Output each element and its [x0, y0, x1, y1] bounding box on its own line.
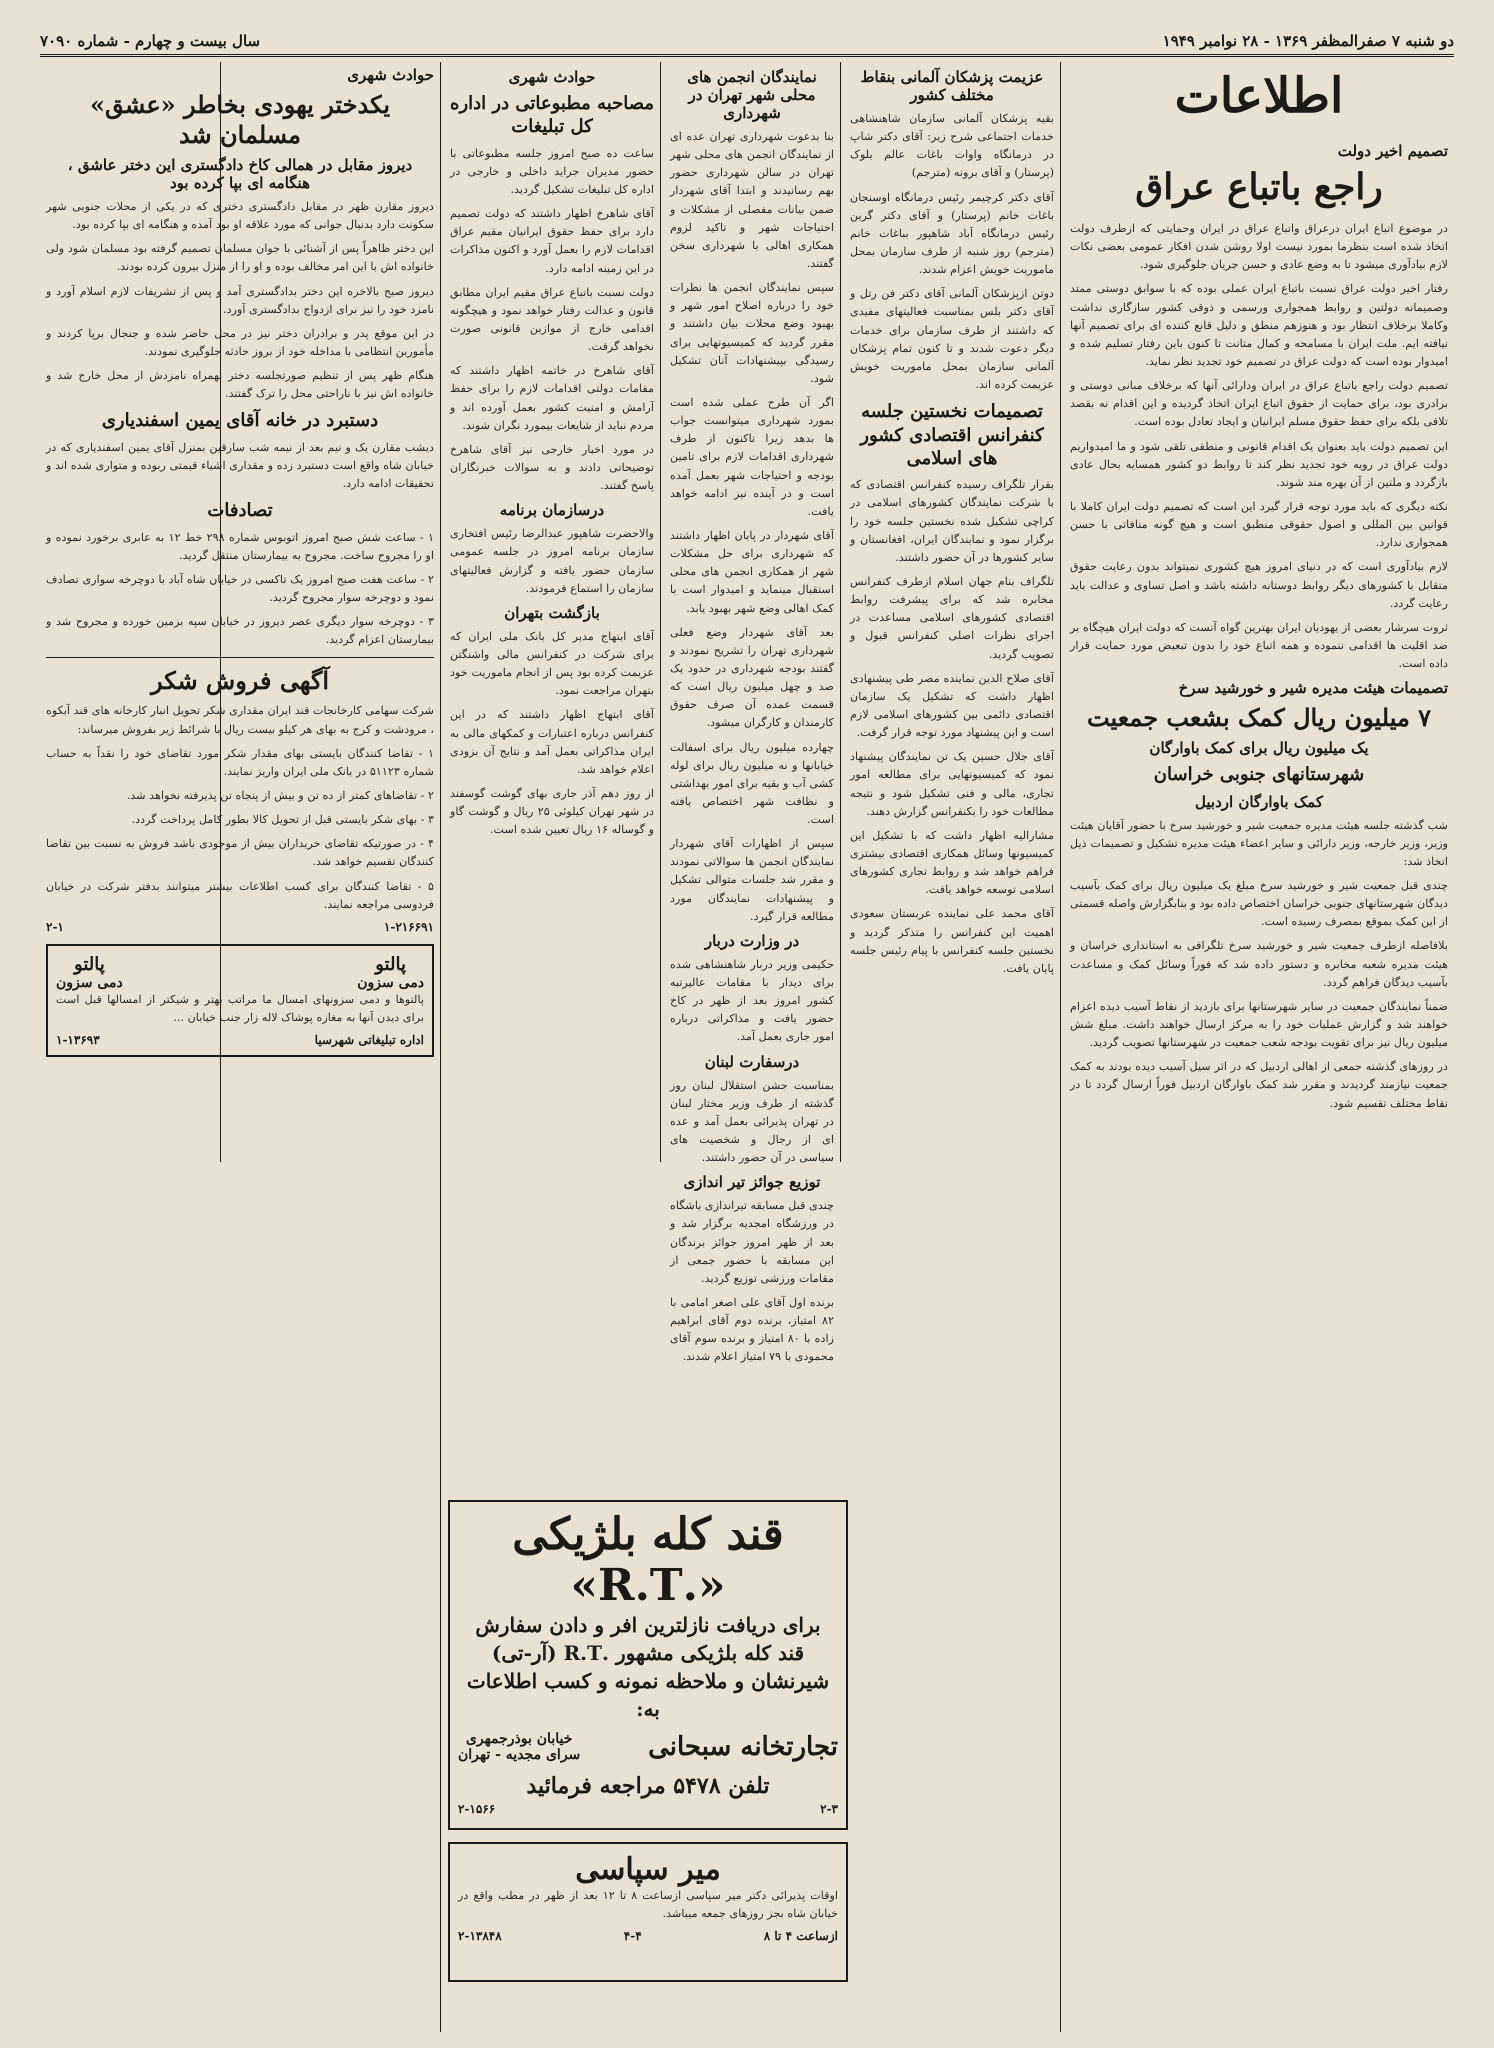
article-paragraph: آقای جلال حسین یک تن نمایندگان پیشنهاد نمود که کمیسیونهایی برای مطالعه امور تجاری، مالی و فنی تشکیل شود و نتیجه مطالعات خود را بکنفرانس گزارش دهند. — [850, 750, 1054, 818]
divider — [46, 657, 434, 658]
article-paragraph: در موضوع اتباع ایران درعراق واتباع عراق در ایران وحمایتی که ازطرف دولت اتخاذ شده است بنظرما بمورد نیست اولا روشن شدن افکار عمومی بعضی نکات لازم بیادآوری میشود تا به وضع عادی و حسن جریان جلوگیری شود. — [1070, 222, 1448, 272]
sugar-ad — [448, 1500, 848, 1830]
ad-headline: آگهی فروش شکر — [150, 666, 330, 696]
coat-ad-footer — [56, 1033, 424, 1047]
ad-address-line: سرای مجدیه - تهران — [458, 1747, 581, 1764]
column-rule — [660, 62, 661, 1162]
headline: تصادفات — [207, 500, 273, 522]
headline: ۷ میلیون ریال کمک بشعب جمعیت — [1086, 703, 1432, 733]
article-paragraph: برنده اول آقای علی اصغر امامی با ۸۲ امتیاز، برنده دوم آقای ابراهیم زاده با ۸۰ امتیاز و برنده سوم آقای محمودی با ۷۹ امتیاز اعلام شدند. — [670, 1296, 834, 1364]
main-column — [1064, 62, 1454, 2032]
article-paragraph: ساعت ده صبح امروز جلسه مطبوعاتی با حضور مدیران جراید داخلی و خارجی در اداره کل تبلیغات تشکیل گردید. — [450, 146, 654, 197]
article-paragraph: والاحضرت شاهپور عبدالرضا رئیس افتخاری سازمان برنامه امروز در جلسه عمومی سازمان حضور یافته و گزارش فعالیتهای سازمان را استماع فرمودند. — [450, 527, 654, 595]
headline: نمایندگان انجمن های محلی شهر تهران در شهرداری — [687, 68, 817, 122]
date-line: دو شنبه ۷ صفرالمظفر ۱۳۶۹ - ۲۸ نوامبر ۱۹۴۹ — [1162, 32, 1454, 50]
ad-paragraph: شرکت سهامی کارخانجات قند ایران مقداری شکر تحویل انبار کارخانه های قند آبکوه ، مرودشت و کرج به بهای هر کیلو بیست ریال با شرائط زیر بفروش میرساند: — [46, 704, 434, 736]
headline: یکدختر یهودی بخاطر «عشق» مسلمان شد — [89, 90, 391, 149]
article-paragraph: آقای محمد علی نماینده عربستان سعودی اهمیت این کنفرانس را متذکر گردید و نخستین جلسه کنفرانس با پیام رئیس جلسه پایان یافت. — [850, 907, 1054, 975]
headline: توزیع جوائز تیر اندازی — [683, 1173, 821, 1192]
column-rule — [1060, 62, 1061, 2032]
coat-label: پالتو — [375, 953, 406, 975]
article-paragraph: نکته دیگری که باید مورد توجه قرار گیرد این است که تصمیم دولت ایران کاملا با قوانین بین المللی و اصول حقوقی منطبق است و هیچ گونه منافاتی با حسن همجواری ندارد. — [1070, 499, 1448, 550]
coat-ad-label — [56, 954, 123, 991]
kicker: تصمیم اخیر دولت — [1337, 142, 1448, 160]
article-paragraph: آقای صلاح الدین نماینده مصر طی پیشنهادی اظهار داشت که تشکیل یک سازمان اقتصادی دائمی بین کشورهای اسلامی لازم است و این پیشنهاد مورد توجه قرار گرفت. — [850, 671, 1054, 740]
article-paragraph: آقای ابتهاج مدیر کل بانک ملی ایران که برای شرکت در کنفرانس مالی واشنگتن عزیمت کرده بود پس از انجام ماموریت خود بتهران مراجعت نمود. — [450, 629, 654, 698]
article-paragraph: ۲ - ساعت هفت صبح امروز یک تاکسی در خیابان شاه آباد با دوچرخه سواری تصادف نمود و دوچرخه سوار مجروح گردید. — [46, 572, 434, 605]
issue-line: سال بیست و چهارم - شماره ۷۰۹۰ — [40, 32, 261, 50]
column-rule — [840, 62, 841, 1162]
ad-line: برای دریافت نازلترین افر و دادن سفارش — [475, 1613, 821, 1638]
ad-company: تجارتخانه سبحانی — [648, 1732, 838, 1763]
headline: درسازمان برنامه — [499, 501, 605, 520]
headline: دستبرد در خانه آقای یمین اسفندیاری — [101, 410, 379, 432]
ad-address-line: خیابان بوذرجمهری — [465, 1731, 573, 1748]
coat-sublabel: دمی سزون — [357, 974, 424, 991]
article-paragraph: بقیه پزشکان آلمانی سازمان شاهنشاهی خدمات اجتماعی شرح زیر: آقای دکتر شاپ در درمانگاه واوات باغات عالم بلوک (پرستار) و آقای برونه (مترجم) — [850, 112, 1054, 180]
article-paragraph: مشارالیه اظهار داشت که با تشکیل این کمیسیونها وسائل همکاری اقتصادی بیشتری فراهم خواهد شد و روابط تجاری کشورهای اسلامی توسعه خواهد یافت. — [850, 828, 1054, 897]
article-paragraph: بنا بدعوت شهرداری تهران عده ای از نمایندگان انجمن های محلی شهر تهران در سالن شهرداری حضور بهم رسانیدند و ابتدا آقای شهردار ضمن بیانات مفصلی از مشکلات و احتیاجات شهر و تاکید لزوم همکاری اهالی با شهرداری سخن گفتند. — [670, 130, 834, 270]
ad-paragraph: ۵ - تقاضا کنندگان برای کسب اطلاعات بیشتر میتوانند بدفتر شرکت در خیابان فردوسی مراجعه نمایند. — [46, 879, 434, 911]
article-paragraph: بلافاصله ازطرف جمعیت شیر و خورشید سرخ تلگرافی به استانداری خراسان و هیئت مدیره شعبه مخابره و دستور داده شد که فوراً وسائل کمک و مساعدت بآسیب دیدگان فراهم گردد. — [1070, 939, 1448, 989]
article-paragraph: تلگراف بنام جهان اسلام ازطرف کنفرانس مخابره شد که برای پیشرفت روابط اقتصادی کشورهای اسلامی مساعدت در اجرای نظرات اصلی کنفرانس قبول و تصویب گردید. — [850, 574, 1054, 661]
article-paragraph: لازم بیادآوری است که در دنیای امروز هیچ کشوری نمیتواند بدون رعایت حقوق متقابل با کشورهای دیگر روابط دوستانه داشته باشد و اصل تساوی و عدالت باید رعایت گردد. — [1070, 560, 1448, 610]
headline: در وزارت دربار — [704, 931, 800, 950]
kicker: تصمیمات هیئت مدیره شیر و خورشید سرخ — [1178, 679, 1448, 698]
coat-sublabel: دمی سزون — [56, 974, 123, 991]
article-paragraph: ۳ - دوچرخه سوار دیگری عصر دیروز در خیابان سپه بزمین خورده و مجروح شد و بیمارستان اعزام گردید. — [46, 615, 434, 647]
headline: بازگشت بتهران — [504, 603, 600, 622]
article-paragraph: ثروت سرشار بعضی از یهودیان ایران بهترین گواه آنست که دولت ایران هیچگاه بر ضد اقلیت ها اقدامی ننموده و همه اتباع خود را بدون تبعیض مورد حمایت قرار داده است. — [1070, 620, 1448, 671]
clinic-code: ۴-۴ — [623, 1929, 642, 1944]
article-paragraph: از روز دهم آذر جاری بهای گوشت گوسفند در شهر تهران کیلوئی ۲۵ ریال و گوشت گاو و گوساله ۱۶ ریال تعیین شده است. — [450, 787, 654, 837]
clinic-text: اوقات پذیرائی دکتر میر سپاسی ازساعت ۸ تا ۱۲ بعد از ظهر در مطب واقع در خیابان شاه بجز روزهای جمعه میباشد. — [458, 1889, 838, 1921]
article-paragraph: دوتن ازپزشکان آلمانی آقای دکتر فن رتل و آقای دکتر بلس بمناسبت فعالیتهای مفیدی که داشتند از طرف سازمان برای خدمات دیگر دعوت شدند و تا کنون تمام پزشکان آلمانی سازمان بمحل ماموریت خویش عزیمت کرده اند. — [850, 287, 1054, 391]
coat-ad-text: پالتوها و دمی سزونهای امسال ما مراتب بهتر و شیکتر از امسالها قبل است برای دیدن آنها به مغازه پوشاک لاله زار جنب خیابان ... — [56, 992, 424, 1024]
article-paragraph: اگر آن طرح عملی شده است بمورد شهرداری میتوانست جواب ها بدهد زیرا تاکنون از طرف شهرداری اقدامات لازم برای تامین بودجه و احتیاجات شهر بعمل آمده است و در آینده نیز ادامه خواهد یافت. — [670, 395, 834, 518]
article-paragraph: چندی قبل جمعیت شیر و خورشید سرخ مبلغ یک میلیون ریال برای کمک بآسیب دیدگان شهرستانهای جنوبی خراسان اختصاص داده بود و بنابگزارش واصله قسمتی از این کمک بموقع بمصرف رسیده است. — [1070, 879, 1448, 929]
subheadline: دیروز مقابل در همالی کاخ دادگستری این دختر عاشق ، هنگامه ای بپا کرده بود — [67, 156, 413, 192]
coat-label: پالتو — [74, 953, 105, 975]
article-paragraph: ۱ - ساعت شش صبح امروز اتوبوس شماره ۲۹۸ خط ۱۲ به عابری برخورد نموده و او را مجروح ساخت. مجروح به بیمارستان منتقل گردید. — [46, 530, 434, 562]
ad-codes — [46, 920, 434, 934]
headline: درسفارت لبنان — [704, 1052, 800, 1071]
article-paragraph: سپس نمایندگان انجمن ها نظرات خود را درباره اصلاح امور شهر و بهبود وضع محلات بیان داشتند و مقرر گردید که کمیسیونهایی برای رسیدگی بپیشنهادات آنان تشکیل شود. — [670, 281, 834, 385]
coat-ad-header — [56, 954, 424, 991]
article-paragraph: در روزهای گذشته جمعی از اهالی اردبیل که در اثر سیل آسیب دیده بودند به کمک جمعیت نیازمند گردیدند و مقرر شد کمک باوارگان اردبیل فوراً ارسال گردد تا در نقاط مختلف تقسیم شود. — [1070, 1060, 1448, 1110]
clinic-ad — [448, 1842, 848, 1982]
clinic-code: ۲-۱۳۸۴۸ — [458, 1929, 502, 1944]
ad-paragraph: ۴ - در صورتیکه تقاضای خریداران بیش از موجودی باشد فروش به نسبت بین تقاضا کنندگان تقسیم خواهد شد. — [46, 837, 434, 869]
subheadline: شهرستانهای جنوبی خراسان — [1153, 764, 1365, 786]
coat-code: ۱-۱۳۶۹۳ — [56, 1033, 100, 1048]
subheadline: یک میلیون ریال برای کمک باوارگان — [1149, 739, 1369, 758]
headline: مصاحبه مطبوعاتی در اداره کل تبلیغات — [450, 93, 654, 138]
article-paragraph: آقای شاهرخ در خاتمه اظهار داشتند که مقامات دولتی اقدامات لازم را برای حفظ آرامش و امنیت کشور بعمل آورده اند و مردم نباید از شایعات بیمورد نگران شوند. — [450, 364, 654, 432]
article-paragraph: دیروز مقارن ظهر در مقابل دادگستری دختری که در یکی از محلات جنوبی شهر سکونت دارد بدنبال جوانی که مورد علاقه او بود آمده و هنگامه ای بپا کرده بود. — [46, 200, 434, 232]
coat-ad — [46, 944, 434, 1057]
article-paragraph: هنگام ظهر پس از تنظیم صورتجلسه دختر بهمراه نامزدش از محل خارج شد و خانواده اش نیز با ناراحتی محل را ترک گفتند. — [46, 369, 434, 401]
article-paragraph: دیشب مقارن یک و نیم بعد از نیمه شب سارقین بمنزل آقای یمین اسفندیاری که در خیابان شاه واقع است دستبرد زده و مقداری اشیاء قیمتی ربوده و متواری شده اند و تحقیقات ادامه دارد. — [46, 440, 434, 491]
ad-code: ۲-۳ — [820, 1801, 838, 1816]
article-paragraph: سپس از اظهارات آقای شهردار نمایندگان انجمن ها سوالاتی نمودند و مقرر شد جلسات متوالی تشکیل و پیشنهادات نمایندگان مورد مطالعه قرار گیرد. — [670, 837, 834, 923]
article-paragraph: آقای شهردار در پایان اظهار داشتند که شهرداری برای حل مشکلات شهر از همکاری انجمن های محلی استقبال مینماید و امیدوار است با کمک اهالی وضع شهر بهبود یابد. — [670, 528, 834, 615]
article-paragraph: تصمیم دولت راجع باتباع عراق در ایران ودارائی آنها که برخلاف مبانی دوستی و برادری بود، برای حمایت از حقوق اتباع ایران اتخاذ گردیده و این اقدام نه بقصد تلافی بلکه برای حفظ حقوق مسلم ایرانیان و ایجاد تعادل بوده است. — [1070, 379, 1448, 429]
headline: حوادث شهری — [508, 68, 596, 86]
article-paragraph: در مورد اخبار خارجی نیز آقای شاهرخ توضیحاتی دادند و به سوالات خبرنگاران پاسخ گفتند. — [450, 442, 654, 493]
coat-ad-label — [357, 954, 424, 991]
article-paragraph: چندی قبل مسابقه تیراندازی باشگاه در ورزشگاه امجدیه برگزار شد و بعد از ظهر امروز جوائز برندگان این مسابقه با حضور جمعی از مقامات ورزشی توزیع گردید. — [670, 1199, 834, 1285]
ad-paragraph: ۳ - بهای شکر بایستی قبل از تحویل کالا بطور کامل پرداخت گردد. — [131, 813, 434, 827]
page-header — [40, 28, 1454, 57]
article-paragraph: این دختر ظاهراً پس از آشنائی با جوان مسلمان تصمیم گرفته بود مسلمان شود ولی خانواده اش با این امر مخالف بوده و او را از منزل بیرون کرده بودند. — [46, 242, 434, 274]
article-paragraph: آقای شاهرخ اظهار داشتند که دولت تصمیم دارد برای حفظ حقوق ایرانیان مقیم عراق اقدامات لازم را بعمل آورد و اکنون مذاکرات در این زمینه ادامه دارد. — [450, 207, 654, 275]
ad-code: ۱-۲۱۶۶۹۱ — [383, 919, 434, 934]
ad-company-row — [458, 1731, 838, 1763]
column-3 — [664, 62, 840, 1364]
ad-title: قند کله بلژیکی «.R.T» — [512, 1509, 784, 1611]
article-paragraph: بمناسبت جشن استقلال لبنان روز گذشته از طرف وزیر مختار لبنان در تهران پذیرائی بعمل آمد و عده ای از رجال و شخصیت های سیاسی در آن حضور داشتند. — [670, 1078, 834, 1165]
article-paragraph: آقای ابتهاج اظهار داشتند که در این کنفرانس درباره اعتبارات و کمکهای مالی به ایران مذاکراتی بعمل آمد و نتایج آن بزودی اعلام خواهد شد. — [450, 708, 654, 776]
column-rule — [440, 62, 441, 2032]
ad-paragraph: ۲ - تقاضاهای کمتر از ده تن و بیش از پنجاه تن پذیرفته نخواهد شد. — [126, 789, 434, 803]
article-paragraph: دولت نسبت باتباع عراق مقیم ایران مطابق قانون و عدالت رفتار خواهد نمود و هیچگونه اقدامی خارج از موازین قانونی صورت نخواهد گرفت. — [450, 285, 654, 354]
article-paragraph: بعد آقای شهردار وضع فعلی شهرداری تهران را تشریح نمودند و گفتند بودجه شهرداری در حدود یک صد و چهل میلیون ریال است که قسمت عمده آن صرف حقوق کارمندان و کارگران میشود. — [670, 625, 834, 730]
ad-line: قند کله بلژیکی مشهور .R.T (آر-تی) — [491, 1641, 805, 1666]
article-paragraph: چهارده میلیون ریال برای اسفالت خیابانها و نه میلیون ریال برای لوله کشی آب و بقیه برای امور بهداشتی و نظافت شهر اختصاص یافته است. — [670, 740, 834, 827]
ad-code: ۲-۱ — [46, 919, 64, 934]
article-paragraph: شب گذشته جلسه هیئت مدیره جمعیت شیر و خورشید سرخ با حضور آقایان هیئت وزیر، وزیر خارجه، وزیر دارائی و سایر اعضاء هیئت مدیره تشکیل و تصمیمات ذیل اتخاذ شد: — [1070, 818, 1448, 868]
article-paragraph: ضمناً نمایندگان جمعیت در سایر شهرستانها برای بازدید از نقاط آسیب دیده اعزام خواهند شد و گزارش عملیات خود را به مرکز ارسال خواهند داشت. مبلغ شش میلیون ریال نیز برای تقویت بودجه شعب جمعیت در شهرستانها تصویب گردید. — [1070, 999, 1448, 1050]
article-paragraph: آقای دکتر کرچیمر رئیس درمانگاه اوسنجان باغات خانم (پرستار) و آقای دکتر گرین رئیس درمانگاه آباد شاهپور بباغات خانم (مترجم) روز شنبه از طرف سازمان بمحل ماموریت خویش اعزام شدند. — [850, 190, 1054, 277]
ad-line: شیرنشان و ملاحظه نمونه و کسب اطلاعات به: — [466, 1669, 830, 1722]
masthead: اطلاعات — [1174, 68, 1344, 124]
column-4 — [40, 62, 440, 2032]
article-paragraph: دیروز صبح بالاخره این دختر بدادگستری آمد و پس از تشریفات لازم اسلام آورد و نامزد خود را نیز برای ازدواج بدادگستری آورد. — [46, 284, 434, 316]
article-paragraph: در این موقع پدر و برادران دختر نیز در محل حاضر شده و جنجال برپا کردند و مأمورین انتظامی با مداخله خود از بروز حادثه جلوگیری نمودند. — [46, 326, 434, 358]
coat-footer-text: اداره تبلیغاتی شهرسیا — [314, 1033, 424, 1048]
ad-codes — [458, 1802, 838, 1816]
article-paragraph: این تصمیم دولت باید بعنوان یک اقدام قانونی و منطقی تلقی شود و ما امیدواریم دولت عراق در رویه خود تجدید نظر کند تا روابط دو کشور همسایه بحال عادی بازگردد و ملتین از آن بهره مند شوند. — [1070, 439, 1448, 489]
column-5 — [444, 62, 660, 1162]
subheadline: کمک باوارگان اردبیل — [1195, 792, 1323, 811]
ad-phone: تلفن ۵۴۷۸ مراجعه فرمائید — [526, 1773, 770, 1800]
article-paragraph: رفتار اخیر دولت عراق نسبت باتباع ایران عملی بوده که با سوابق دوستی ممتد وصمیمانه دولتین و روابط همجواری ورسمی و ذوقی کشور سازگاری نداشت وکاملا برخلاف انتظار بود و هنوزهم منطق و دلیل قانع کننده ای برای تصمیم آنها نیافته ایم. ملت ایران با مسامحه و کمال متانت تا کنون باین رفتار تسلیم شده و امیدوار بوده است که دولت عراق در تصمیم خود تجدید نظر نماید. — [1070, 282, 1448, 368]
ad-address — [458, 1731, 580, 1763]
ad-code: ۲-۱۵۶۶ — [458, 1801, 496, 1816]
clinic-hours: ازساعت ۴ تا ۸ — [763, 1929, 838, 1944]
article-paragraph: بقرار تلگراف رسیده کنفرانس اقتصادی که با شرکت نمایندگان کشورهای اسلامی در کراچی تشکیل شده نخستین جلسه خود را برگزار نمود و نمایندگان ایران، افغانستان و سایر کشورها در آن حضور داشتند. — [850, 478, 1054, 564]
kicker: حوادث شهری — [347, 66, 434, 84]
column-2 — [844, 62, 1060, 1162]
main-headline: راجع باتباع عراق — [1135, 166, 1383, 208]
ad-paragraph: ۱ - تقاضا کنندگان بایستی بهای مقدار شکر مورد تقاضای خود را نقداً به حساب شماره ۵۱۱۲۳ در بانک ملی ایران واریز نمایند. — [46, 746, 434, 778]
headline: عزیمت پزشکان آلمانی بنقاط مختلف کشور — [860, 68, 1044, 104]
article-paragraph: حکیمی وزیر دربار شاهنشاهی شده برای دیدار با مقامات عالیرتبه کشور امروز بعد از ظهر در کاخ حضور یافت و مذاکراتی درباره امور جاری بعمل آمد. — [670, 957, 834, 1044]
headline: تصمیمات نخستین جلسه کنفرانس اقتصادی کشور های اسلامی — [860, 401, 1044, 469]
clinic-codes — [458, 1929, 838, 1943]
clinic-title: میر سپاسی — [575, 1852, 721, 1887]
